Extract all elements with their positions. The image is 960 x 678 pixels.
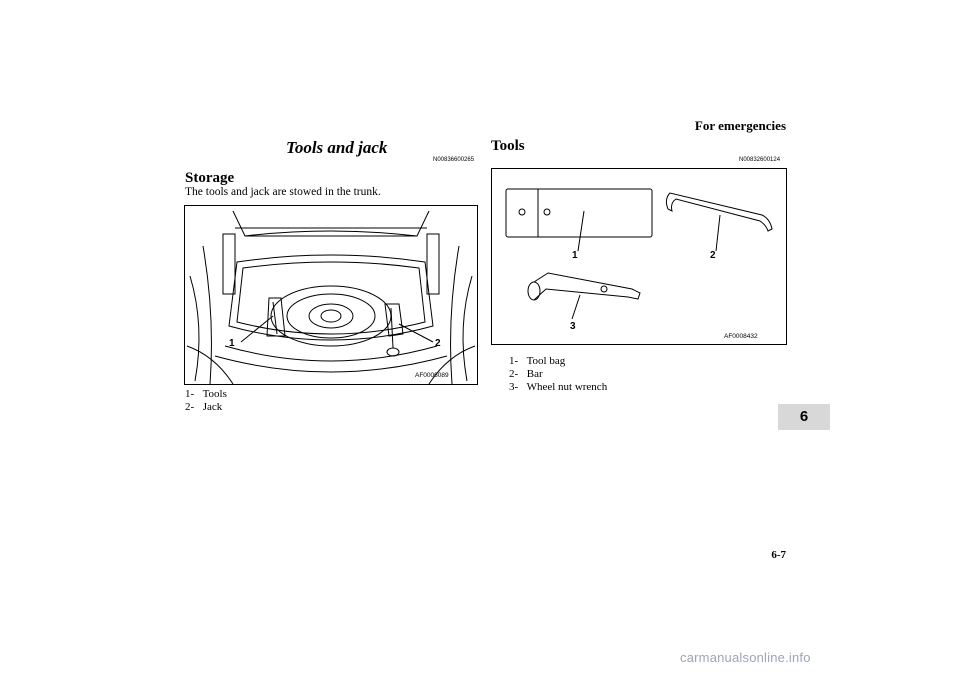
tools-captions [509,355,607,394]
callout-1: 1 [229,338,235,349]
callout-1: 1 [572,250,578,261]
section-heading-tools-and-jack: Tools and jack [286,138,388,157]
callout-3: 3 [570,321,576,332]
subheading-storage: Storage [185,170,235,186]
page-number: 6-7 [771,549,786,561]
callout-2: 2 [435,338,441,349]
chapter-tab: 6 [778,404,830,430]
caption-item: 3- Wheel nut wrench [509,381,608,393]
figure-code: AF0006089 [415,372,449,379]
caption-item: 2- Jack [185,401,223,413]
figure-code: AF0008432 [724,333,758,340]
caption-item: 1- Tools [185,388,227,400]
callout-2: 2 [710,250,716,261]
storage-captions [185,388,227,414]
caption-item: 2- Bar [509,368,543,380]
caption-item: 1- Tool bag [509,355,566,367]
section-heading-tools: Tools [491,138,525,154]
reference-code: N00836600265 [433,157,475,163]
storage-description: The tools and jack are stowed in the trunk. [185,186,381,198]
tools-drawing [492,169,786,344]
reference-code: N00832600124 [739,157,781,163]
trunk-illustration [184,205,478,385]
section-header: For emergencies [694,118,786,133]
tools-illustration [491,168,787,345]
trunk-drawing [185,206,477,384]
watermark: carmanualsonline.info [680,650,811,665]
